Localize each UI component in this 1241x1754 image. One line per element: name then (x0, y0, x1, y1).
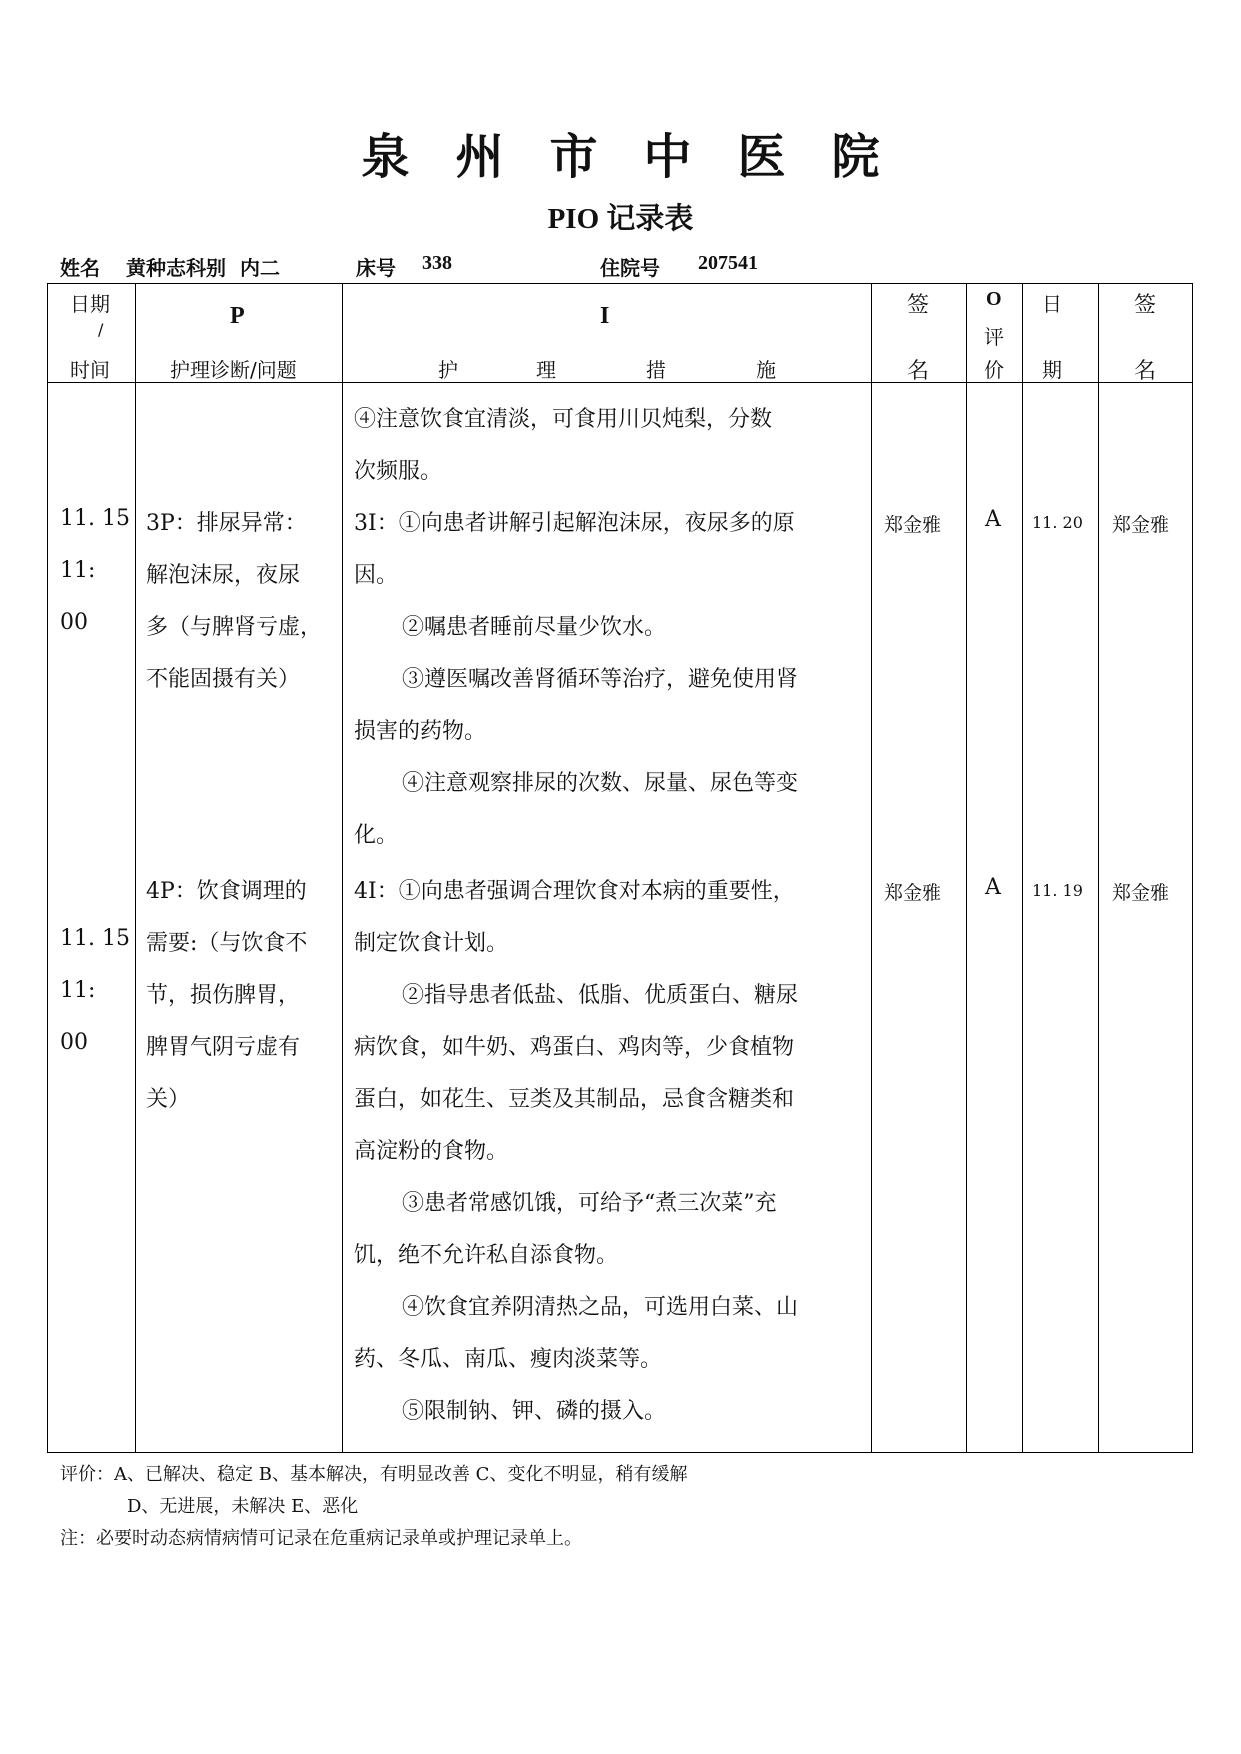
entry-measure-line: 饥，绝不允许私自添食物。 (354, 1243, 619, 1268)
table-top-border (47, 283, 1192, 284)
name-label: 姓名 (60, 258, 100, 280)
col-border (47, 283, 48, 1453)
entry-problem-line: 4P：饮食调理的 (146, 879, 307, 904)
header-o-3: 价 (984, 358, 1004, 382)
entry-measure-line: 制定饮食计划。 (354, 931, 509, 956)
header-i-sub-4: 施 (756, 358, 776, 382)
entry-problem-line: 多（与脾肾亏虚， (146, 615, 323, 640)
entry-problem-line: 解泡沫尿，夜尿 (146, 563, 301, 588)
evaluation-legend-line-2: D、无进展，未解决 E、恶化 (127, 1496, 359, 1517)
header-p: P (230, 303, 245, 329)
dept-value: 内二 (240, 258, 280, 280)
name-value: 黄种志 (126, 258, 186, 280)
header-date-time-1: 日期 (70, 292, 110, 316)
header-date-1: 日 (1042, 292, 1062, 316)
continuation-line: ④注意饮食宜清淡，可食用川贝炖梨，分数 (354, 407, 773, 432)
continuation-line: 次频服。 (354, 459, 443, 484)
header-o-1: O (986, 288, 1002, 310)
evaluation-legend-line-1: 评价：A、已解决、稳定 B、基本解决，有明显改善 C、变化不明显，稍有缓解 (60, 1464, 688, 1485)
entry-problem-line: 关） (146, 1087, 191, 1112)
entry-problem-line: 节，损伤脾胃， (146, 983, 301, 1008)
entry-measure-line: 高淀粉的食物。 (354, 1139, 509, 1164)
admission-value: 207541 (698, 252, 758, 274)
bed-value: 338 (422, 252, 452, 274)
table-bottom-border (47, 1452, 1192, 1453)
entry-measure-line: ②指导患者低盐、低脂、优质蛋白、糖尿 (402, 983, 799, 1008)
header-sign2-1: 签 (1134, 293, 1157, 318)
entry-measure-line: ③遵医嘱改善肾循环等治疗，避免使用肾 (402, 667, 799, 692)
header-p-sub: 护理诊断/问题 (170, 358, 297, 382)
hospital-name: 泉州市中医院 (361, 129, 926, 185)
col-border (1192, 283, 1193, 1453)
entry-measure-line: ②嘱患者睡前尽量少饮水。 (402, 615, 667, 640)
entry-signature: 郑金雅 (884, 514, 942, 536)
entry-measure-line: 损害的药物。 (354, 719, 487, 744)
bed-label: 床号 (356, 258, 396, 280)
entry-problem-line: 需要:（与饮食不 (146, 931, 308, 956)
entry-measure-line: 蛋白，如花生、豆类及其制品，忌食含糖类和 (354, 1087, 795, 1112)
entry-problem-line: 脾胃气阴亏虚有 (146, 1035, 301, 1060)
entry-measure-line: 药、冬瓜、南瓜、瘦肉淡菜等。 (354, 1347, 663, 1372)
entry-time-line: 11. 15 (60, 506, 130, 531)
entry-measure-line: 病饮食，如牛奶、鸡蛋白、鸡肉等，少食植物 (354, 1035, 795, 1060)
header-sign-2: 名 (907, 359, 930, 384)
entry-time-line: 00 (60, 610, 88, 635)
header-i: I (600, 303, 610, 329)
header-date-time-2: / (98, 320, 104, 339)
entry-measure-line: ④饮食宜养阴清热之品，可选用白菜、山 (402, 1295, 799, 1320)
col-border (871, 283, 872, 1453)
col-border (966, 283, 967, 1453)
entry-problem-line: 不能固摄有关） (146, 667, 301, 692)
entry-measure-line: ③患者常感饥饿，可给予“煮三次菜”充 (402, 1191, 777, 1216)
admission-label: 住院号 (600, 258, 660, 280)
footer-note: 注：必要时动态病情病情可记录在危重病记录单或护理记录单上。 (60, 1528, 582, 1549)
entry-measure-line: 化。 (354, 823, 399, 848)
entry-eval-signature: 郑金雅 (1112, 882, 1170, 904)
dept-label: 科别 (186, 258, 226, 280)
entry-eval-signature: 郑金雅 (1112, 514, 1170, 536)
header-i-sub-2: 理 (536, 358, 556, 382)
header-i-sub-3: 措 (646, 358, 666, 382)
col-border (342, 283, 343, 1453)
entry-measure-line: 因。 (354, 563, 399, 588)
entry-measure-line: ⑤限制钠、钾、磷的摄入。 (402, 1399, 667, 1424)
entry-time-line: 00 (60, 1030, 88, 1055)
entry-eval-date: 11. 19 (1032, 881, 1083, 900)
header-sign-1: 签 (907, 293, 930, 318)
entry-time-line: 11: (60, 558, 96, 583)
col-border (1098, 283, 1099, 1453)
header-date-time-3: 时间 (70, 358, 110, 382)
entry-eval-date: 11. 20 (1032, 513, 1083, 532)
form-title: PIO 记录表 (547, 203, 694, 235)
header-date-2: 期 (1042, 358, 1062, 382)
entry-evaluation: A (985, 875, 1001, 900)
col-border (135, 283, 136, 1453)
header-o-2: 评 (984, 325, 1004, 349)
entry-time-line: 11. 15 (60, 926, 130, 951)
entry-measure-line: 3I：①向患者讲解引起解泡沫尿，夜尿多的原 (354, 511, 795, 536)
entry-time-line: 11: (60, 978, 96, 1003)
entry-measure-line: ④注意观察排尿的次数、尿量、尿色等变 (402, 771, 799, 796)
header-i-sub-1: 护 (438, 358, 458, 382)
col-border (1022, 283, 1023, 1453)
entry-measure-line: 4I：①向患者强调合理饮食对本病的重要性， (354, 879, 795, 904)
entry-problem-line: 3P：排尿异常： (146, 511, 307, 536)
header-sign2-2: 名 (1134, 359, 1157, 384)
entry-signature: 郑金雅 (884, 882, 942, 904)
entry-evaluation: A (985, 507, 1001, 532)
